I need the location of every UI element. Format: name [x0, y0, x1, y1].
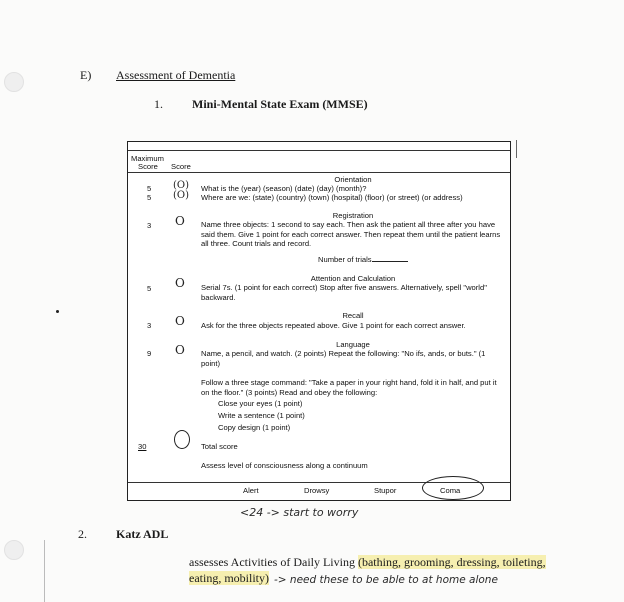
language-command: Follow a three stage command: "Take a paper in your right hand, fold it in half, and put it on the floor." (3 points) Read and obey the following: — [201, 378, 497, 397]
item2-number: 2. — [78, 527, 87, 541]
adl-line-1 — [189, 555, 546, 570]
language-score: O — [175, 343, 185, 357]
orientation-question-2: Where are we: (state) (country) (town) (hospital) (floor) (or street) (or address) — [201, 193, 463, 202]
col-max-label-2: Score — [138, 162, 158, 171]
total-score-mark — [174, 430, 190, 449]
item1-title: Mini-Mental State Exam (MMSE) — [192, 97, 368, 111]
language-sub-2: Write a sentence (1 point) — [218, 411, 305, 420]
attention-score: O — [175, 276, 185, 290]
language-text: Name, a pencil, and watch. (2 points) Repeat the following: "No ifs, ands, or buts." (1 point) — [201, 349, 486, 368]
margin-tick — [516, 140, 517, 158]
recall-max: 3 — [147, 321, 152, 330]
section-title: Assessment of Dementia — [116, 68, 236, 82]
language-max: 9 — [147, 349, 152, 358]
level-alert: Alert — [243, 486, 259, 495]
recall-text: Ask for the three objects repeated above. Give 1 point for each correct answer. — [201, 321, 466, 330]
level-stupor: Stupor — [374, 486, 397, 495]
orientation-heading: Orientation — [334, 175, 372, 184]
total-max: 30 — [138, 442, 147, 451]
adl-line-2 — [189, 571, 269, 586]
orientation-max-1: 5 — [147, 184, 152, 193]
col-max-label: Maximum — [131, 154, 164, 163]
form-top-rule — [128, 150, 510, 151]
attention-text: Serial 7s. (1 point for each correct) Stop after five answers. Alternatively, spell "world" backward. — [201, 283, 487, 302]
registration-text: Name three objects: 1 second to say each. Then ask the patient all three after you have said them. Give 1 point for each correct answer. Then repeat them until the patient learns all three. Count trials and record. — [201, 220, 501, 248]
language-sub-3: Copy design (1 point) — [218, 423, 291, 432]
section-letter: E) — [80, 68, 92, 82]
item1-number: 1. — [154, 97, 163, 111]
handwritten-note-1: <24 -> start to worry — [240, 506, 359, 519]
mmse-form — [127, 141, 511, 501]
margin-line — [44, 540, 45, 602]
consciousness-label: Assess level of consciousness along a continuum — [201, 461, 368, 470]
orientation-score-2: (O) — [173, 190, 190, 201]
handwritten-note-2: -> need these to be able to at home alone — [274, 574, 498, 586]
trials-blank — [372, 261, 408, 262]
item2-title: Katz ADL — [116, 527, 169, 541]
attention-heading: Attention and Calculation — [310, 274, 396, 283]
registration-max: 3 — [147, 221, 152, 230]
adl-highlight-2: eating, mobility) — [189, 571, 269, 585]
trials-label: Number of trials — [318, 255, 372, 264]
recall-heading: Recall — [342, 311, 364, 320]
level-coma: Coma — [440, 486, 461, 495]
orientation-question-1: What is the (year) (season) (date) (day) (month)? — [201, 184, 367, 193]
attention-max: 5 — [147, 284, 152, 293]
header-rule — [128, 172, 510, 173]
language-sub-1: Close your eyes (1 point) — [218, 399, 303, 408]
language-heading: Language — [336, 340, 370, 349]
stray-mark — [56, 310, 59, 313]
recall-score: O — [175, 314, 185, 328]
col-score-label: Score — [171, 162, 191, 171]
registration-heading: Registration — [332, 211, 374, 220]
coma-circle-mark — [422, 476, 484, 500]
adl-highlight-1: (bathing, grooming, dressing, toileting, — [357, 555, 546, 569]
trials-field — [318, 255, 408, 264]
orientation-score-1: (O) — [173, 180, 190, 191]
total-label: Total score — [201, 442, 238, 451]
punch-hole-bottom — [4, 540, 24, 560]
registration-score: O — [175, 214, 185, 228]
punch-hole-top — [4, 72, 24, 92]
level-drowsy: Drowsy — [304, 486, 330, 495]
adl-lead: assesses Activities of Daily Living — [189, 555, 358, 569]
orientation-max-2: 5 — [147, 193, 152, 202]
